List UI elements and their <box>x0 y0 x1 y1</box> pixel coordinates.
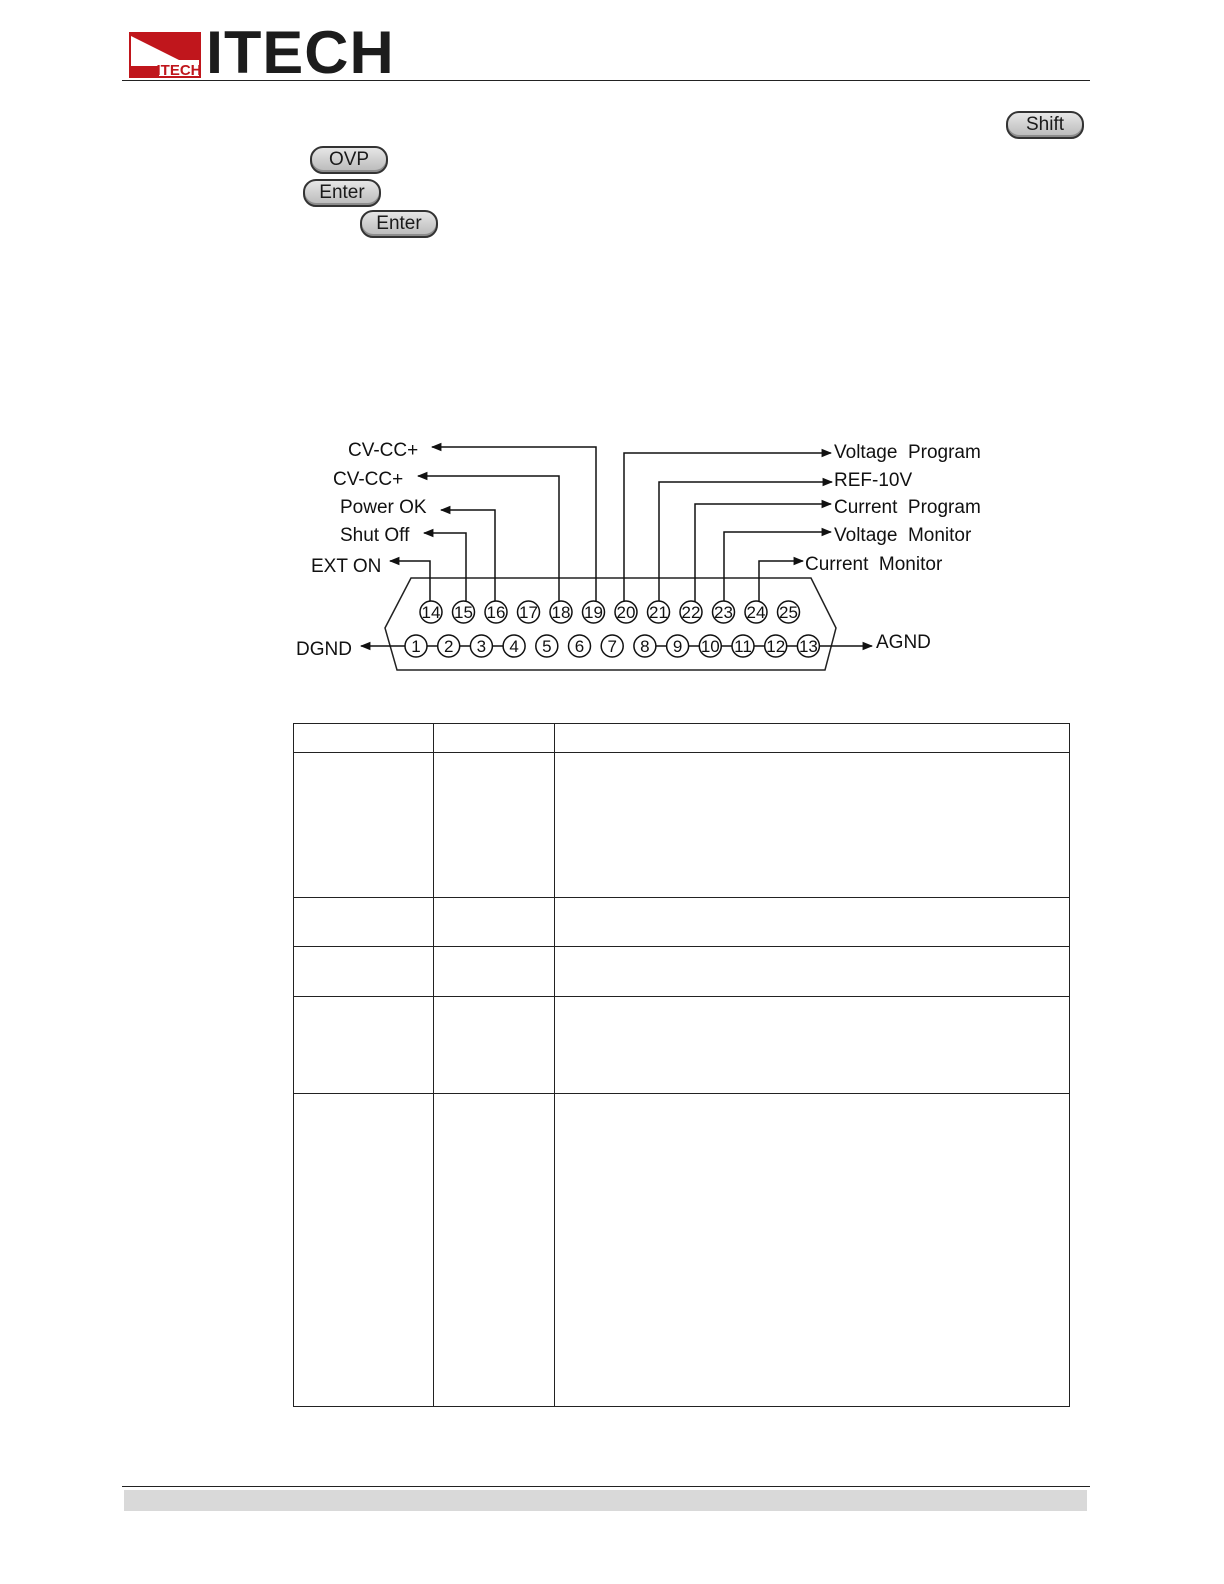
pin-4-label: 4 <box>509 637 519 656</box>
pin-22-label: 22 <box>681 603 701 622</box>
table-cell <box>434 898 555 947</box>
table-cell <box>294 997 434 1094</box>
enter-key: Enter <box>303 179 381 207</box>
label-ref-10v: REF-10V <box>834 470 913 491</box>
label-cv-cc-plus: CV-CC+ <box>333 469 404 490</box>
pin-8-label: 8 <box>640 637 650 656</box>
logo-mark-text: ITECH <box>156 62 201 78</box>
pin-15-label: 15 <box>454 603 473 622</box>
leader-cv-cc-1 <box>432 447 596 606</box>
table-header-cell <box>555 724 1070 753</box>
table-row <box>294 997 1070 1094</box>
pin-13-label: 13 <box>798 637 818 656</box>
label-dgnd: DGND <box>296 639 352 660</box>
label-voltage-program: Voltage Program <box>834 442 981 463</box>
brand-name: ITECH <box>206 19 395 86</box>
label-power-ok: Power OK <box>340 497 427 518</box>
pin-12-label: 12 <box>766 637 786 656</box>
leader-voltage-program <box>624 453 831 606</box>
pin-9-label: 9 <box>672 637 683 656</box>
pin-11-label: 11 <box>734 637 752 656</box>
table-cell <box>555 898 1070 947</box>
table-cell <box>434 1094 555 1407</box>
db25-connector-diagram <box>0 0 1224 720</box>
pin-7-label: 7 <box>607 637 617 656</box>
pin-function-table <box>293 723 1070 1407</box>
leader-power-ok <box>441 510 495 606</box>
label-ext-on: EXT ON <box>311 556 382 577</box>
table-header-cell <box>294 724 434 753</box>
pin-18-label: 18 <box>551 603 571 622</box>
label-current-monitor: Current Monitor <box>805 554 943 575</box>
pin-5-label: 5 <box>542 637 552 656</box>
footer-divider <box>122 1486 1090 1487</box>
ovp-key: OVP <box>310 146 388 174</box>
pin-17-label: 17 <box>519 603 538 622</box>
pin-1-label: 1 <box>411 637 421 656</box>
table-row <box>294 898 1070 947</box>
pin-3-label: 3 <box>476 637 487 656</box>
top-pin-row <box>420 601 800 623</box>
pin-19-label: 19 <box>584 603 603 622</box>
pin-20-label: 20 <box>616 603 636 622</box>
label-voltage-monitor: Voltage Monitor <box>834 525 972 546</box>
label-agnd: AGND <box>876 632 931 653</box>
pin-16-label: 16 <box>486 603 506 622</box>
pin-2-label: 2 <box>443 637 454 656</box>
table-cell <box>294 1094 434 1407</box>
pin-14-label: 14 <box>421 603 441 622</box>
leader-current-monitor <box>759 561 803 606</box>
table-cell <box>555 753 1070 898</box>
footer-bar <box>124 1490 1087 1511</box>
table-header-cell <box>434 724 555 753</box>
pin-24-label: 24 <box>746 603 766 622</box>
pin-21-label: 21 <box>649 603 668 622</box>
table-cell <box>434 997 555 1094</box>
table-cell <box>434 753 555 898</box>
pin-10-label: 10 <box>700 637 720 656</box>
enter-key: Enter <box>360 210 438 238</box>
pin-25-label: 25 <box>779 603 798 622</box>
table-cell <box>294 898 434 947</box>
label-current-program: Current Program <box>834 497 981 518</box>
table-cell <box>555 997 1070 1094</box>
leader-ext-on <box>390 561 430 606</box>
table-row <box>294 1094 1070 1407</box>
pin-23-label: 23 <box>714 603 733 622</box>
table-cell <box>555 1094 1070 1407</box>
table-cell <box>434 947 555 997</box>
leader-cv-cc-2 <box>418 476 559 606</box>
shift-key: Shift <box>1006 111 1084 139</box>
table-row <box>294 753 1070 898</box>
table-header-row <box>294 724 1070 753</box>
label-cv-cc-plus: CV-CC+ <box>348 440 419 461</box>
table-row <box>294 947 1070 997</box>
pin-6-label: 6 <box>574 637 585 656</box>
table-cell <box>294 947 434 997</box>
table-cell <box>555 947 1070 997</box>
label-shut-off: Shut Off <box>340 525 410 546</box>
leader-ref-10v <box>659 482 832 606</box>
table-cell <box>294 753 434 898</box>
